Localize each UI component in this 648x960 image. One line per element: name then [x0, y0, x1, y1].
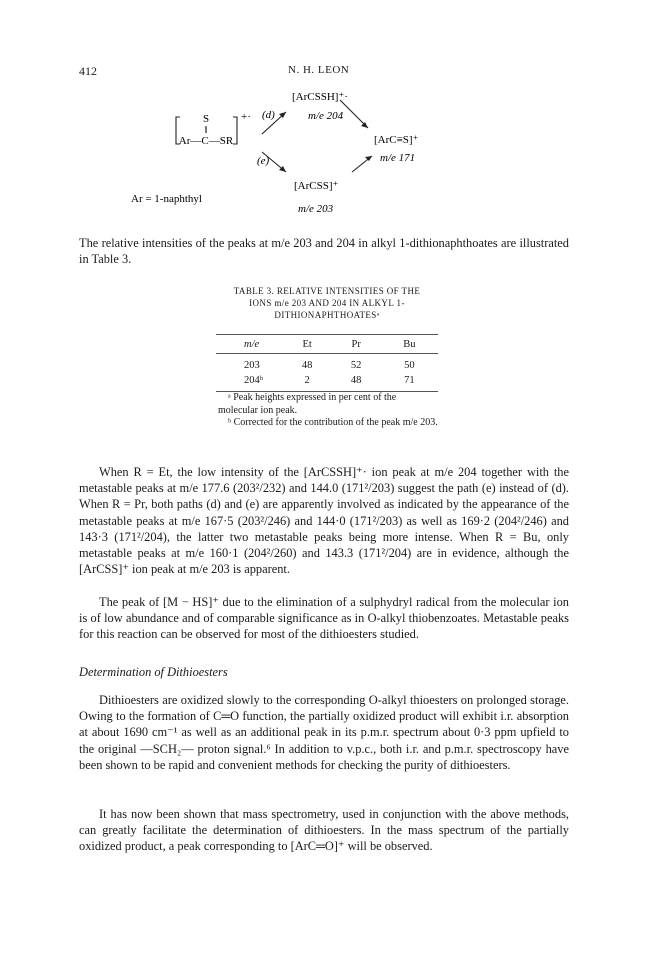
- table-header-cell: Et: [283, 335, 332, 354]
- table-caption-line: IONS m/e 203 AND 204 IN ALKYL 1-: [249, 298, 405, 308]
- ion-171-mz: m/e 171: [380, 152, 416, 164]
- reactant-sulfur: S: [202, 113, 210, 125]
- table-cell: 48: [350, 375, 362, 386]
- running-header-author: N. H. LEON: [288, 64, 350, 76]
- reactant-double-bond: ‖: [204, 124, 208, 136]
- table-3: [216, 334, 438, 392]
- fragmentation-scheme: [0, 0, 648, 240]
- table-header-cell: m/e: [216, 335, 283, 354]
- radical-cation-mark: +·: [241, 111, 251, 123]
- table-cell: 2: [304, 375, 310, 386]
- table-cell: 48: [301, 360, 313, 371]
- table-footnote-b: ᵇ Corrected for the contribution of the peak m/e 203.: [228, 417, 438, 428]
- aryl-definition: Ar = 1-naphthyl: [131, 193, 202, 205]
- table-cell: 50: [404, 360, 415, 371]
- table-3-caption: [216, 285, 438, 321]
- paragraph-sulphydryl: The peak of [M − HS]⁺ due to the elimination of a sulphydryl radical from the molecular ion is of low abundance and of comparable significance as in O-alkyl thiobenzoates. Metastable peaks for this reaction can be observed for most of the dithioesters studied.: [79, 595, 569, 642]
- path-e-label: (e): [257, 155, 270, 167]
- table-caption-line: DITHIONAPHTHOATESᵃ: [274, 310, 380, 320]
- ion-204-formula: [ArCSSH]⁺·: [292, 91, 348, 103]
- table-caption-line: TABLE 3. RELATIVE INTENSITIES OF THE: [233, 286, 421, 296]
- bracket-right: [233, 117, 237, 144]
- table-header-cell: Pr: [332, 335, 381, 354]
- ion-171-formula: [ArC≡S]⁺: [374, 134, 419, 146]
- table-footnote-a: ᵃ Peak heights expressed in per cent of the molecular ion peak.: [218, 392, 397, 416]
- table-row: [216, 373, 438, 392]
- paragraph-oxidation: Dithioesters are oxidized slowly to the corresponding O-alkyl thioesters on prolonged storage. Owing to the formation of C═O function, the partially oxidized product will exhibit i.r. absorption at about 1690 cm⁻¹ as well as an additional peak in its p.m.r. spectrum about 0·3 ppm upfield to the original —SCH₂— proton signal.⁶ In addition to v.p.c., both i.r. and p.m.r. spectroscopy have been shown to be rapid and convenient methods for checking the purity of dithioesters.: [79, 693, 569, 772]
- table-footnotes: [218, 392, 438, 430]
- paragraph-metastable: When R = Et, the low intensity of the [ArCSSH]⁺· ion peak at m/e 204 together with the metastable peaks at m/e 177.6 (203²/232) and 144.0 (171²/203) suggest the path (e) instead of (d). When R = Pr, both paths (d) and (e) are apparently involved as indicated by the appearance of the metastable peaks at m/e 167·5 (203²/246) and 144·0 (171²/203) as well as 169·2 (204²/246) and 143·3 (171²/204), the latter two metastable peaks being more intense. When R = Bu, only metastable peaks at m/e 160·1 (204²/260) and 143.3 (171²/204) are in evidence, although the [ArCSS]⁺ ion peak at m/e 203 is apparent.: [79, 465, 569, 577]
- ion-204-mz: m/e 204: [308, 110, 344, 122]
- table-cell: 52: [350, 360, 362, 371]
- paragraph-intro: The relative intensities of the peaks at m/e 203 and 204 in alkyl 1-dithionaphthoates are illustrated in Table 3.: [79, 236, 569, 267]
- ion-203-mz: m/e 203: [298, 203, 334, 215]
- table-cell: 203: [244, 360, 260, 371]
- table-header-cell: Bu: [381, 335, 438, 354]
- ion-203-formula: [ArCSS]⁺: [294, 180, 339, 192]
- arrowhead-204-171: [361, 122, 368, 128]
- table-cell: 71: [404, 375, 415, 386]
- table-row: [216, 354, 438, 374]
- paragraph-mass-spec: It has now been shown that mass spectrometry, used in conjunction with the above methods, can greatly facilitate the determination of dithioesters. In the mass spectrum of the partially oxidized product, a peak corresponding to [ArC═O]⁺ will be observed.: [79, 807, 569, 854]
- reactant-formula: Ar—C—SR: [178, 135, 234, 147]
- path-d-label: (d): [262, 109, 275, 121]
- table-cell: 204ᵇ: [244, 375, 264, 386]
- page-number: 412: [79, 64, 97, 78]
- section-heading: Determination of Dithioesters: [79, 665, 228, 679]
- table-header-row: [216, 335, 438, 354]
